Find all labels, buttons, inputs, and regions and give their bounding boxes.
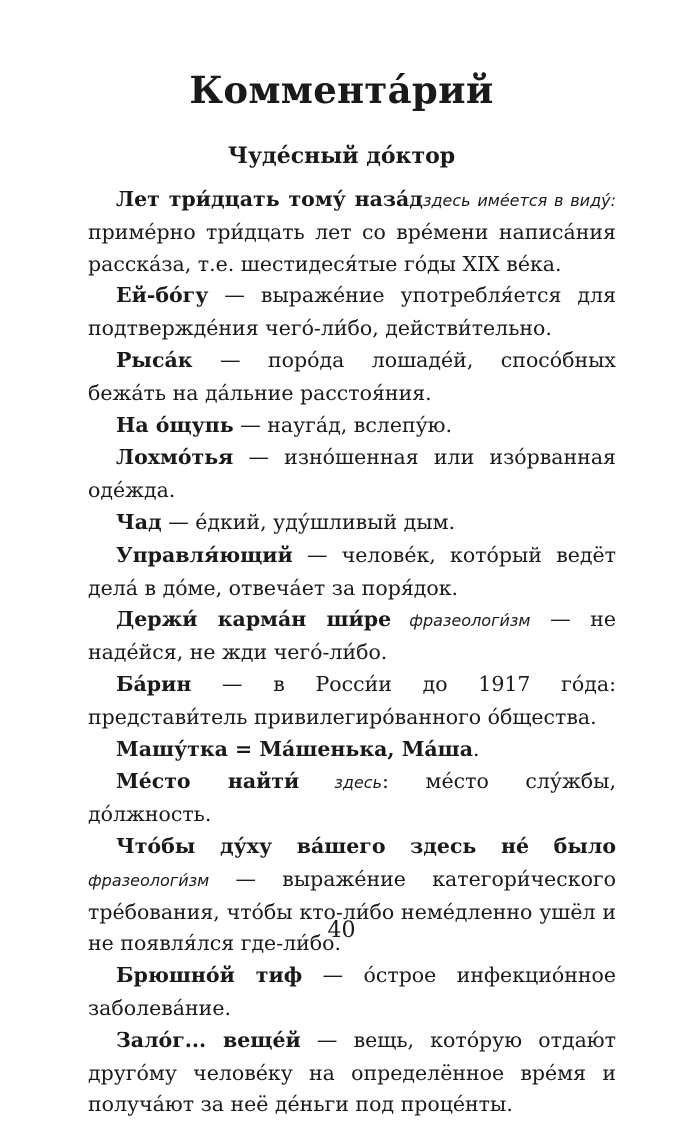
glossary-term: Зало́г... веще́й	[116, 1027, 301, 1052]
glossary	[88, 184, 616, 1121]
glossary-entry	[88, 604, 616, 669]
glossary-definition: : ме́сто слу́жбы, до́лжность.	[88, 769, 616, 827]
glossary-entry	[88, 734, 616, 767]
glossary-entry	[88, 540, 616, 605]
glossary-definition: — е́дкий, уду́шливый дым.	[161, 509, 456, 534]
glossary-term: Ме́сто найти́	[116, 769, 300, 794]
glossary-term: Машу́тка = Ма́шенька, Ма́ша	[116, 736, 473, 761]
glossary-term: Брюшно́й тиф	[116, 963, 303, 988]
glossary-term: Лохмо́тья	[116, 445, 234, 470]
glossary-term: Ба́рин	[116, 671, 192, 696]
glossary-definition: — выраже́ние категори́ческого тре́бования, что́бы кто-ли́бо неме́дленно ушёл и не появля́лся где-ли́бо.	[88, 866, 616, 956]
glossary-note: здесь име́ется в виду́:	[422, 191, 616, 210]
glossary-entry	[88, 669, 616, 734]
glossary-entry	[88, 442, 616, 507]
glossary-definition: — в Росси́и до 1917 го́да: представи́тель привилегиро́ванного о́бщества.	[88, 671, 616, 729]
glossary-term: Рыса́к	[116, 347, 193, 372]
glossary-term: Держи́ карма́н ши́ре	[116, 607, 392, 632]
glossary-definition: — поро́да лошаде́й, спосо́бных бежа́ть на да́льние расстоя́ния.	[88, 347, 616, 405]
glossary-term: Управля́ющий	[116, 542, 293, 567]
page-number: 40	[327, 918, 356, 943]
glossary-entry	[88, 280, 616, 345]
glossary-entry	[88, 1025, 616, 1121]
glossary-definition: — изно́шенная или изо́рванная оде́жда.	[88, 445, 616, 503]
glossary-definition: — науга́д, вслепу́ю.	[233, 412, 453, 437]
glossary-term: Ей-бо́гу	[116, 283, 209, 308]
glossary-entry	[88, 766, 616, 831]
glossary-entry	[88, 507, 616, 540]
glossary-definition: — о́строе инфекцио́нное заболева́ние.	[88, 963, 616, 1020]
glossary-definition: — выраже́ние употребля́ется для подтвержде́ния чего́-ли́бо, действи́тельно.	[88, 283, 616, 341]
glossary-term: Чад	[116, 509, 162, 534]
glossary-term: На о́щупь	[116, 412, 234, 437]
glossary-note: фразеологи́зм	[88, 870, 210, 890]
glossary-entry	[88, 345, 616, 410]
glossary-entry	[88, 410, 616, 443]
glossary-definition: приме́рно три́дцать лет со вре́мени написа́ния расска́за, т.е. шестидеся́тые го́ды XIX ве́ка.	[88, 219, 616, 276]
glossary-definition: — вещь, кото́рую отдаю́т друго́му челове́ку на определённое вре́мя и получа́ют за неё де́ньги под проце́нты.	[88, 1027, 616, 1117]
glossary-note: фразеологи́зм	[391, 611, 531, 631]
glossary-term: Что́бы ду́ху ва́шего здесь не́ было	[116, 833, 616, 858]
glossary-definition: — не наде́йся, не жди чего́-ли́бо.	[88, 607, 617, 665]
glossary-entry	[88, 960, 616, 1025]
glossary-definition: .	[473, 736, 480, 761]
glossary-note: здесь	[299, 773, 383, 793]
page-title: Коммента́рий	[189, 68, 494, 112]
section-title: Чуде́сный до́ктор	[227, 143, 456, 169]
glossary-term: Лет три́дцать тому́ наза́д	[116, 187, 423, 211]
glossary-definition: — челове́к, кото́рый ведёт дела́ в до́ме, отвеча́ет за поря́док.	[88, 542, 616, 600]
glossary-entry	[88, 184, 616, 280]
